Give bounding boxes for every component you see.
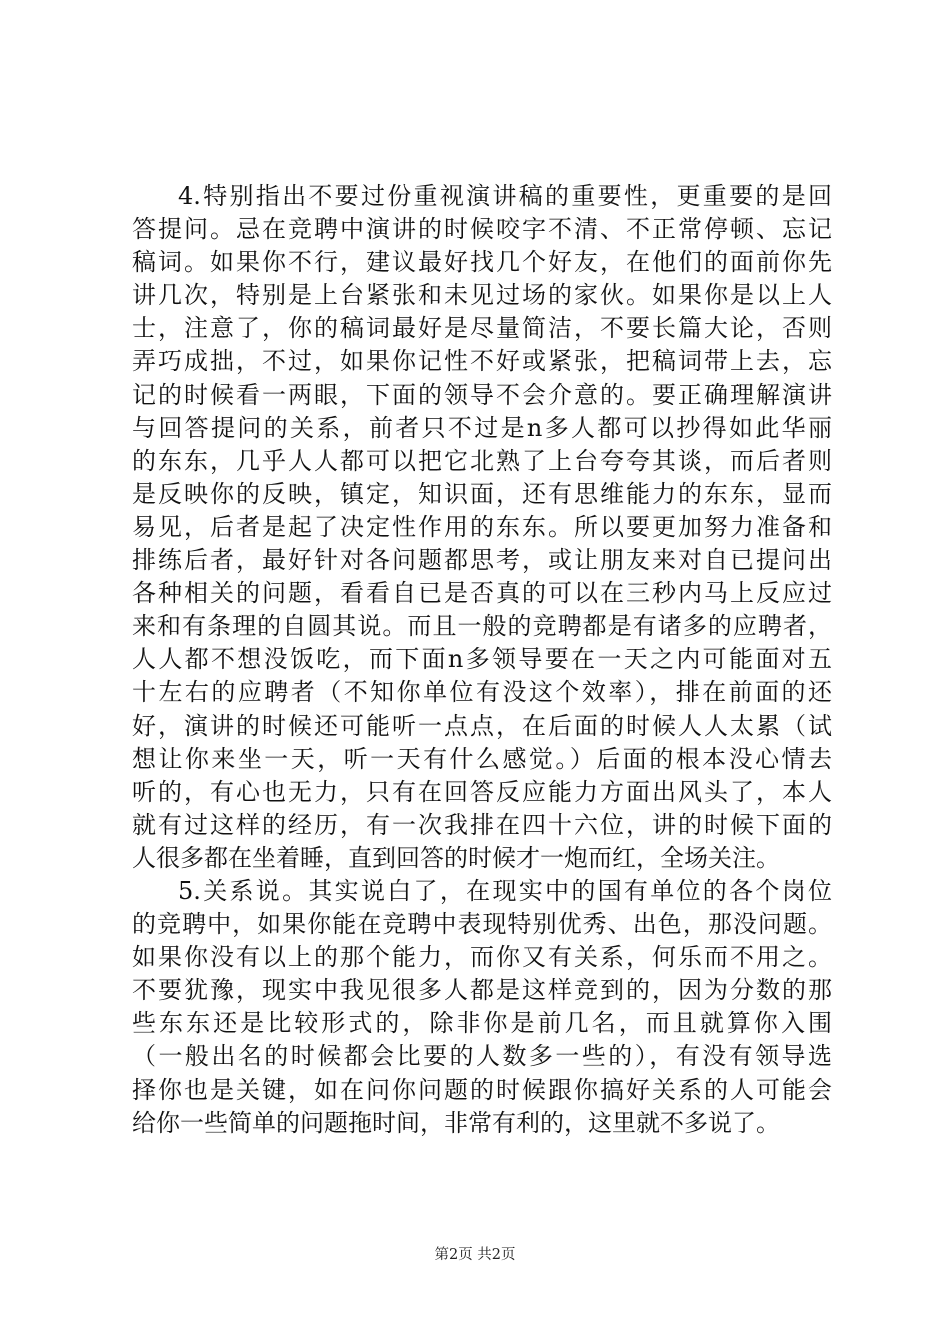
text-line: （一般出名的时候都会比要的人数多一些的），有没有领导选 — [132, 1042, 832, 1071]
text-line: 与回答提问的关系，前者只不过是n多人都可以抄得如此华丽 — [132, 413, 832, 442]
text-line: 士，注意了，你的稿词最好是尽量简洁，不要长篇大论，否则 — [132, 314, 832, 343]
text-line: 5.关系说。其实说白了，在现实中的国有单位的各个岗位 — [178, 876, 832, 905]
text-line: 就有过这样的经历，有一次我排在四十六位，讲的时候下面的 — [132, 810, 832, 839]
text-line: 人很多都在坐着睡，直到回答的时候才一炮而红，全场关注。 — [132, 843, 780, 872]
text-line: 答提问。忌在竞聘中演讲的时候咬字不清、不正常停顿、忘记 — [132, 215, 832, 244]
text-line: 的东东，几乎人人都可以把它北熟了上台夸夸其谈，而后者则 — [132, 446, 832, 475]
text-line: 给你一些简单的问题拖时间，非常有利的，这里就不多说了。 — [132, 1108, 780, 1137]
text-line: 好，演讲的时候还可能听一点点，在后面的时候人人太累（试 — [132, 711, 832, 740]
text-line: 些东东还是比较形式的，除非你是前几名，而且就算你入围 — [132, 1009, 832, 1038]
paragraph-4 — [132, 180, 832, 875]
page-number-footer: 第2页 共2页 — [434, 1247, 516, 1263]
text-line: 4.特别指出不要过份重视演讲稿的重要性，更重要的是回 — [178, 182, 832, 210]
text-line: 的竞聘中，如果你能在竞聘中表现特别优秀、出色，那没问题。 — [132, 910, 832, 939]
text-line: 不要犹豫，现实中我见很多人都是这样竞到的，因为分数的那 — [132, 976, 832, 1005]
text-line: 弄巧成拙，不过，如果你记性不好或紧张，把稿词带上去，忘 — [132, 347, 832, 376]
text-line: 是反映你的反映，镇定，知识面，还有思维能力的东东，显而 — [132, 479, 832, 508]
text-line: 记的时候看一两眼，下面的领导不会介意的。要正确理解演讲 — [132, 380, 832, 409]
paragraph-5 — [132, 875, 832, 1140]
text-line: 人人都不想没饭吃，而下面n多领导要在一天之内可能面对五 — [132, 645, 832, 674]
text-line: 稿词。如果你不行，建议最好找几个好友，在他们的面前你先 — [132, 248, 832, 277]
text-line: 各种相关的问题，看看自已是否真的可以在三秒内马上反应过 — [132, 579, 832, 608]
text-line: 听的，有心也无力，只有在回答反应能力方面出风头了，本人 — [132, 777, 832, 806]
text-line: 择你也是关键，如在问你问题的时候跟你搞好关系的人可能会 — [132, 1075, 832, 1104]
text-line: 讲几次，特别是上台紧张和未见过场的家伙。如果你是以上人 — [132, 281, 832, 310]
text-line: 如果你没有以上的那个能力，而你又有关系，何乐而不用之。 — [132, 943, 832, 972]
text-line: 易见，后者是起了决定性作用的东东。所以要更加努力准备和 — [132, 512, 832, 541]
document-body — [132, 180, 832, 1140]
text-line: 想让你来坐一天，听一天有什么感觉。）后面的根本没心情去 — [132, 744, 832, 773]
text-line: 来和有条理的自圆其说。而且一般的竞聘都是有诸多的应聘者， — [132, 612, 832, 641]
text-line: 排练后者，最好针对各问题都思考，或让朋友来对自已提问出 — [132, 546, 832, 575]
text-line: 十左右的应聘者（不知你单位有没这个效率），排在前面的还 — [132, 678, 832, 707]
